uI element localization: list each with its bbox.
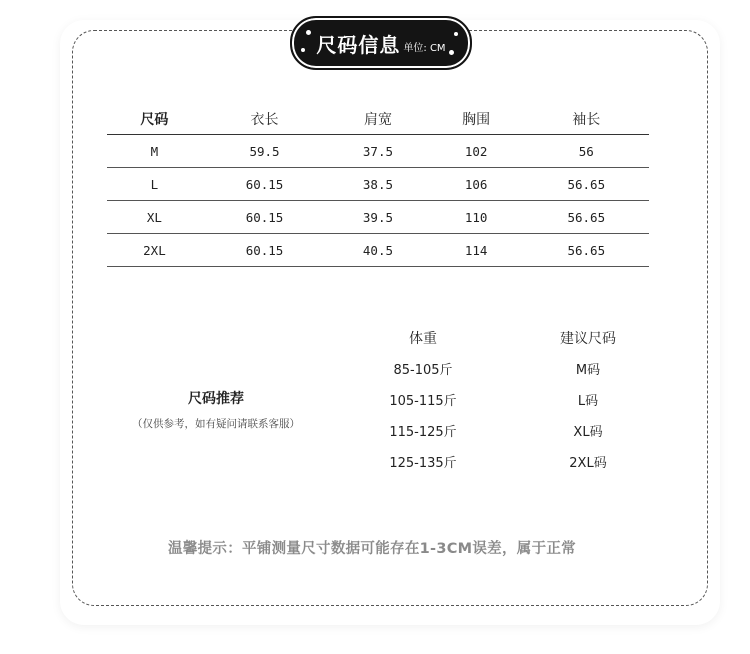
table-row (358, 446, 688, 477)
badge-dot (449, 50, 454, 55)
weight-cell: 105-115斤 (389, 394, 457, 409)
table-cell: XL (107, 201, 202, 234)
size-table-header (107, 103, 649, 135)
table-cell: L (107, 168, 202, 201)
column-header: 衣长 (202, 103, 327, 135)
table-cell: 56.65 (524, 234, 649, 267)
table-cell: 40.5 (327, 234, 429, 267)
table-cell: 114 (429, 234, 524, 267)
recommendation-table (358, 322, 688, 477)
table-cell: 110 (429, 201, 524, 234)
recommendation-note: （仅供参考，如有疑问请联系客服） (132, 418, 300, 430)
table-cell: M (107, 135, 202, 168)
table-row (358, 353, 688, 384)
size-cell: 2XL码 (569, 456, 607, 471)
badge-dot (301, 48, 305, 52)
table-cell: 59.5 (202, 135, 327, 168)
weight-cell: 85-105斤 (393, 363, 453, 378)
page-title: 尺码信息 (316, 32, 401, 57)
column-header: 肩宽 (327, 103, 429, 135)
table-row (358, 384, 688, 415)
table-row (107, 234, 649, 267)
weight-cell: 115-125斤 (389, 425, 457, 440)
recommendation-header (358, 322, 688, 353)
table-cell: 60.15 (202, 168, 327, 201)
column-header: 胸围 (429, 103, 524, 135)
table-row (107, 135, 649, 168)
table-cell: 2XL (107, 234, 202, 267)
size-cell: L码 (577, 394, 599, 409)
size-table (107, 103, 649, 267)
unit-label: 单位: CM (403, 42, 446, 54)
table-row (107, 168, 649, 201)
recommendation-title: 尺码推荐 (188, 391, 244, 407)
table-cell: 56 (524, 135, 649, 168)
weight-cell: 125-135斤 (389, 456, 457, 471)
table-row (107, 201, 649, 234)
table-row (358, 415, 688, 446)
table-cell: 106 (429, 168, 524, 201)
table-cell: 56.65 (524, 201, 649, 234)
column-header: 建议尺码 (560, 330, 616, 347)
badge-dot (306, 30, 311, 35)
column-header: 体重 (409, 330, 437, 347)
column-header: 尺码 (107, 103, 202, 135)
badge-dot (454, 32, 458, 36)
title-badge (290, 16, 472, 70)
tip-text: 温馨提示：平铺测量尺寸数据可能存在1-3CM误差，属于正常 (168, 541, 576, 557)
column-header: 袖长 (524, 103, 649, 135)
table-cell: 38.5 (327, 168, 429, 201)
table-cell: 37.5 (327, 135, 429, 168)
table-cell: 60.15 (202, 234, 327, 267)
table-cell: 60.15 (202, 201, 327, 234)
table-cell: 102 (429, 135, 524, 168)
size-cell: XL码 (573, 425, 603, 440)
table-cell: 56.65 (524, 168, 649, 201)
table-cell: 39.5 (327, 201, 429, 234)
size-cell: M码 (575, 363, 601, 378)
